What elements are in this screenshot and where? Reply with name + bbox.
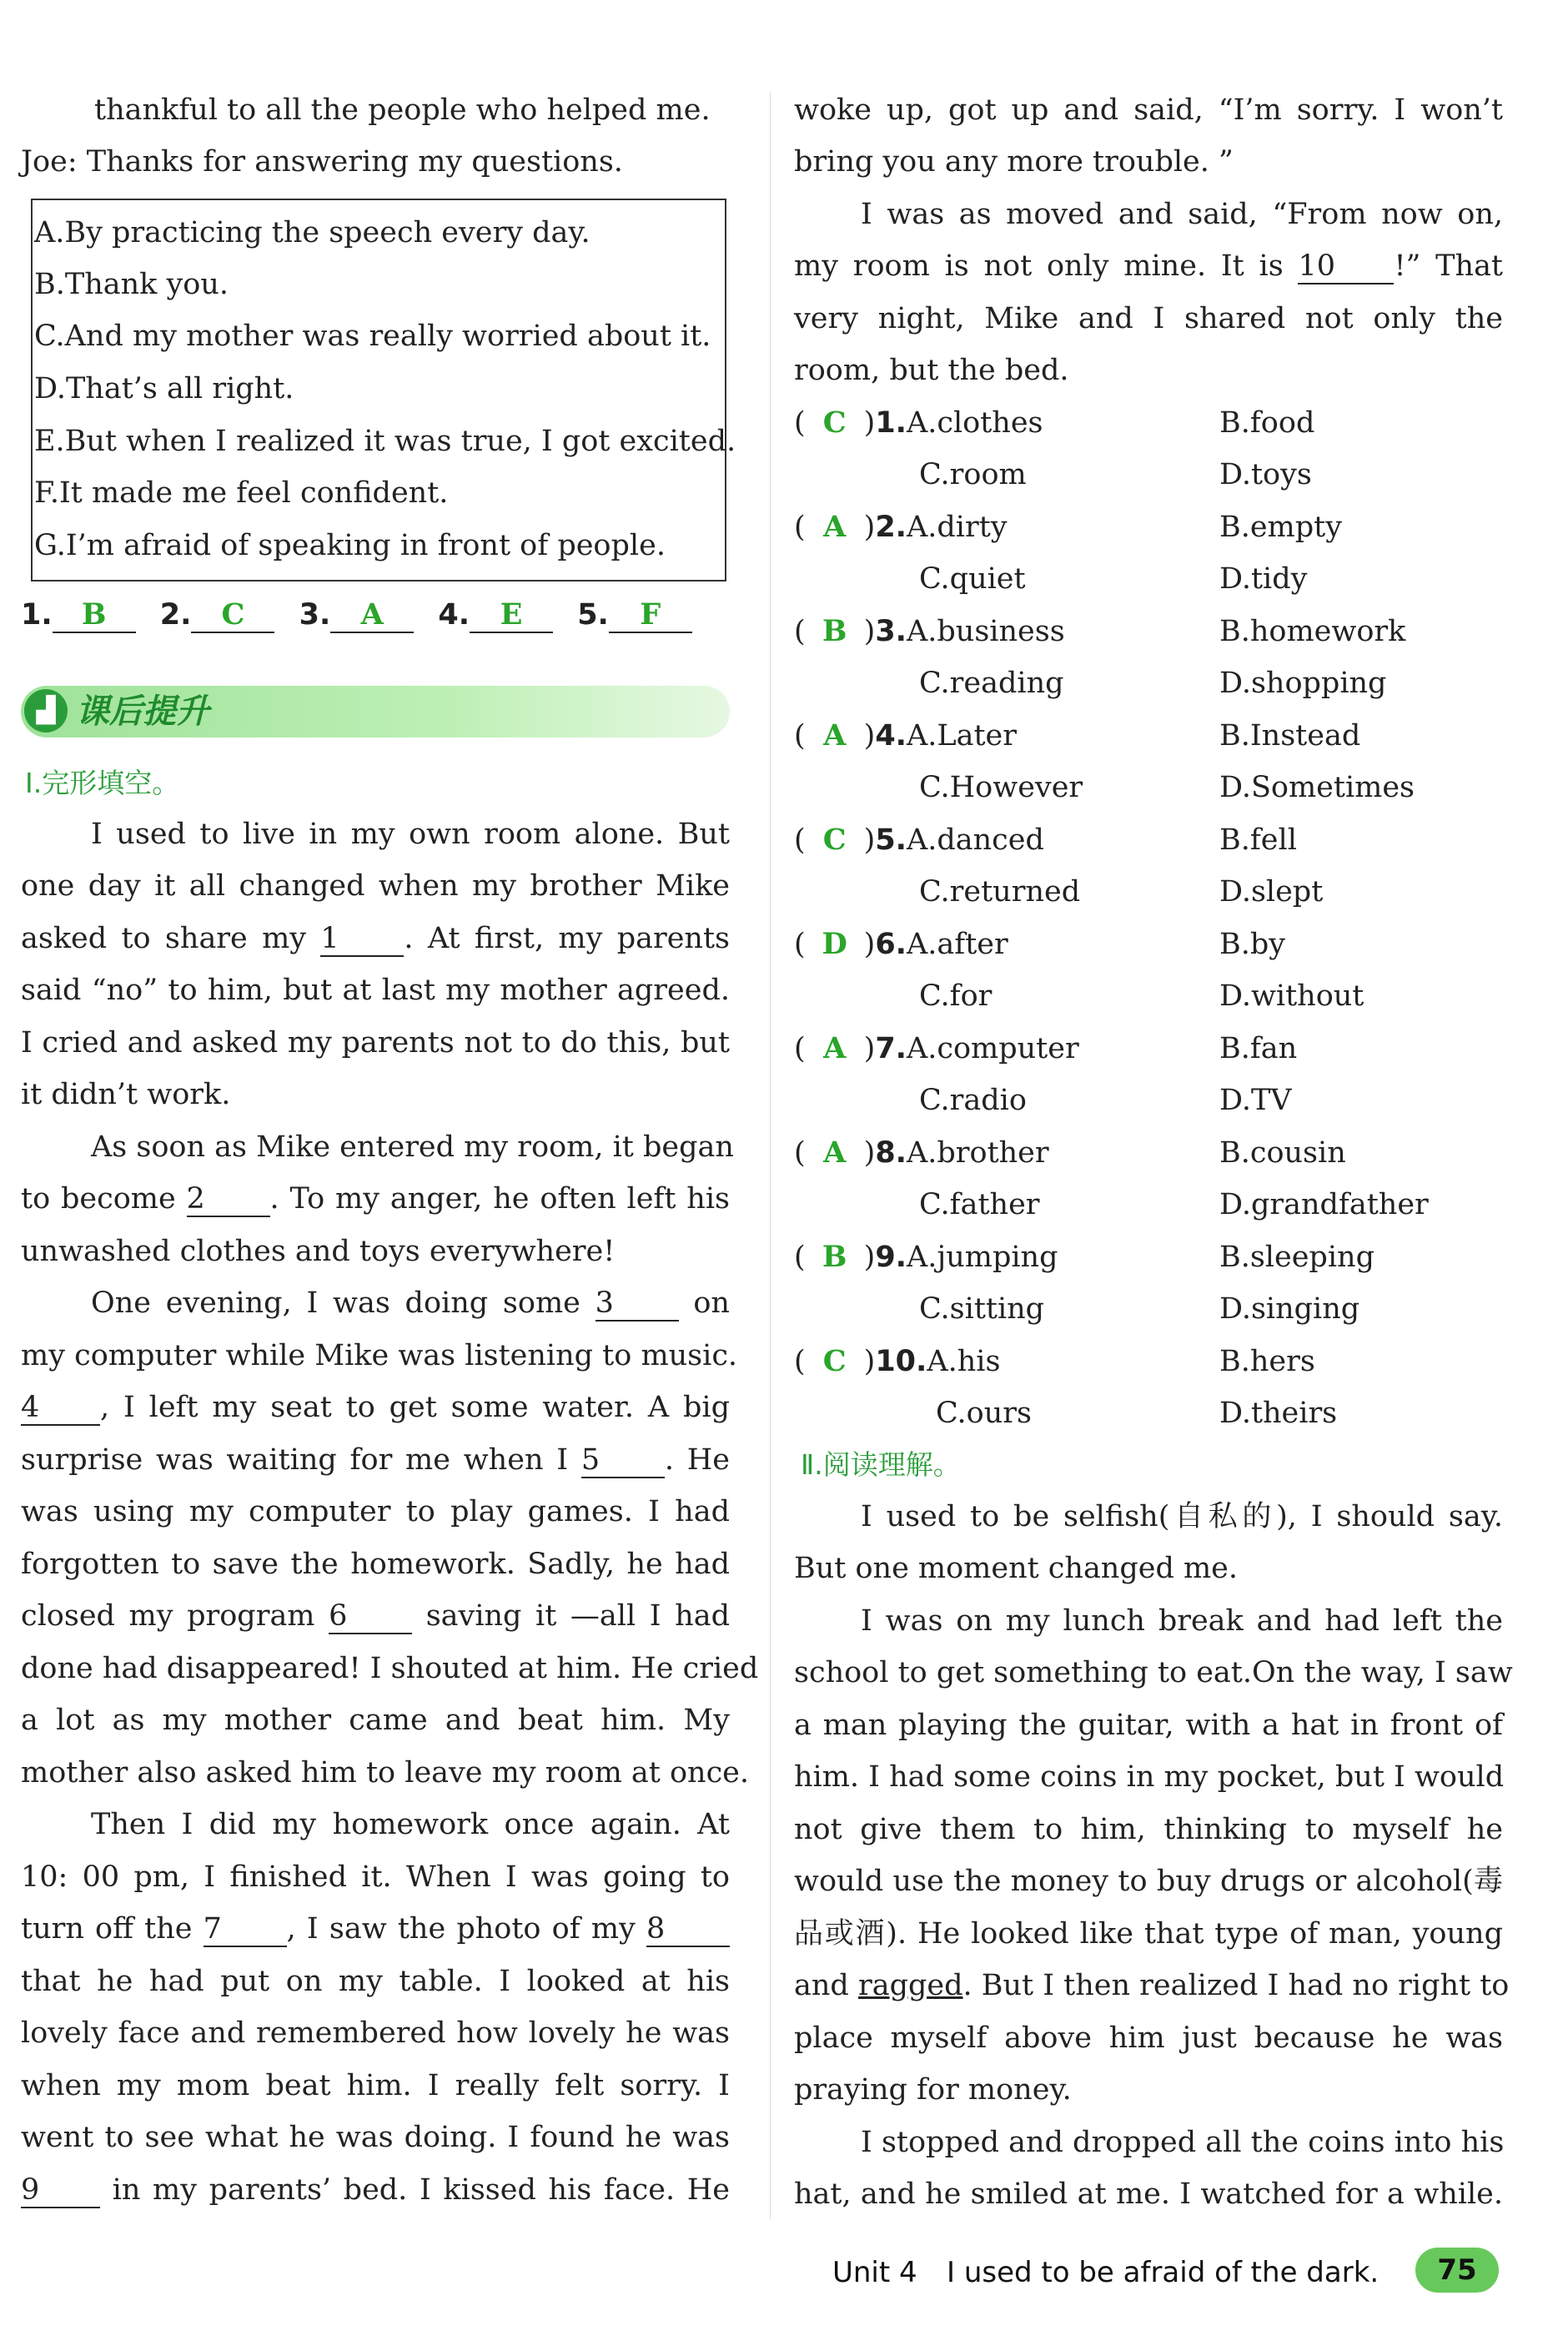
paren-close: ) bbox=[863, 928, 876, 961]
reading-text: . But I then realized I had no right to bbox=[962, 1969, 1510, 2002]
option-a: A.dirty bbox=[906, 511, 1008, 544]
question-answer: C bbox=[822, 823, 847, 857]
option-item: C.And my mother was really worried about it. bbox=[34, 320, 711, 353]
passage-line bbox=[21, 1909, 730, 1949]
passage-text: , I left my seat to get some water. A big bbox=[100, 1391, 730, 1424]
reading-line: would use the money to buy drugs or alcohol(毒 bbox=[794, 1865, 1503, 1898]
reading-line: But one moment changed me. bbox=[794, 1552, 1239, 1585]
question-number: 3. bbox=[875, 615, 907, 648]
passage-text: on bbox=[693, 1286, 730, 1320]
reading-line: 品或酒). He looked like that type of man, young bbox=[794, 1917, 1503, 1951]
passage-text: saving it —all I had bbox=[425, 1599, 730, 1633]
dialogue-line: Joe: Thanks for answering my questions. bbox=[21, 145, 623, 179]
paren-close: ) bbox=[863, 823, 876, 857]
question-row bbox=[794, 403, 1043, 443]
paren-open: ( bbox=[794, 719, 806, 753]
option-c: C.radio bbox=[919, 1084, 1027, 1117]
passage-text: . He bbox=[664, 1443, 730, 1477]
reading-line: not give them to him, thinking to myself he bbox=[794, 1813, 1503, 1846]
option-c: C.sitting bbox=[919, 1292, 1045, 1326]
footer-title: I used to be afraid of the dark. bbox=[947, 2256, 1380, 2289]
passage-line: it didn’t work. bbox=[21, 1078, 231, 1111]
section-title: Ⅰ.完形填空。 bbox=[25, 767, 180, 799]
option-d: D.TV bbox=[1219, 1084, 1292, 1117]
passage-text: in my parents’ bed. I kissed his face. He bbox=[112, 2173, 730, 2207]
option-c: C.room bbox=[919, 458, 1027, 491]
option-d: D.tidy bbox=[1219, 562, 1308, 596]
passage-text: asked to share my bbox=[21, 922, 307, 955]
paren-open: ( bbox=[794, 823, 806, 857]
question-row bbox=[794, 612, 1065, 652]
question-number: 1. bbox=[875, 406, 907, 440]
option-a: A.his bbox=[927, 1345, 1001, 1378]
option-c: C.ours bbox=[936, 1397, 1032, 1430]
option-c: C.returned bbox=[919, 875, 1081, 909]
question-answer: B bbox=[822, 1240, 847, 1274]
question-answer: D bbox=[822, 927, 847, 961]
passage-line: done had disappeared! I shouted at him. He cried bbox=[21, 1652, 759, 1685]
paren-close: ) bbox=[863, 719, 876, 753]
option-a: A.business bbox=[906, 615, 1065, 648]
option-a: A.Later bbox=[906, 719, 1017, 753]
paren-close: ) bbox=[863, 1136, 876, 1170]
passage-line bbox=[21, 1596, 730, 1636]
passage-line bbox=[21, 2170, 730, 2210]
passage-line: a lot as my mother came and beat him. My bbox=[21, 1704, 730, 1737]
reading-line: I stopped and dropped all the coins into his bbox=[861, 2126, 1505, 2159]
passage-text: !” That bbox=[1394, 249, 1504, 283]
blank-number: 9 bbox=[21, 2173, 100, 2208]
paren-open: ( bbox=[794, 928, 806, 961]
answer-blank: F bbox=[609, 598, 692, 633]
option-a: A.computer bbox=[906, 1032, 1079, 1065]
question-answer: A bbox=[823, 510, 847, 544]
dialogue-line: thankful to all the people who helped me. bbox=[94, 93, 711, 127]
option-d: D.slept bbox=[1219, 875, 1324, 909]
question-number: 6. bbox=[875, 928, 907, 961]
passage-line: one day it all changed when my brother Mike bbox=[21, 869, 730, 903]
option-c: C.reading bbox=[919, 667, 1064, 700]
option-b: B.hers bbox=[1219, 1345, 1315, 1378]
passage-line: woke up, got up and said, “I’m sorry. I won’t bbox=[794, 93, 1503, 127]
passage-line bbox=[794, 246, 1503, 286]
reading-line: a man playing the guitar, with a hat in front of bbox=[794, 1709, 1503, 1742]
question-row bbox=[794, 507, 1008, 547]
passage-text: One evening, I was doing some bbox=[91, 1286, 580, 1320]
passage-line: unwashed clothes and toys everywhere! bbox=[21, 1235, 616, 1268]
paren-close: ) bbox=[863, 511, 876, 544]
option-a: A.clothes bbox=[906, 406, 1043, 440]
paren-close: ) bbox=[863, 1241, 876, 1274]
option-d: D.theirs bbox=[1219, 1397, 1338, 1430]
reading-line bbox=[794, 1966, 1510, 2006]
question-answer: A bbox=[823, 718, 847, 753]
option-c: C.father bbox=[919, 1188, 1040, 1221]
section-banner bbox=[21, 686, 730, 738]
passage-line: I was as moved and said, “From now on, bbox=[861, 198, 1503, 231]
passage-line: when my mom beat him. I really felt sorry. I bbox=[21, 2069, 730, 2102]
passage-line bbox=[21, 1179, 730, 1219]
paren-open: ( bbox=[794, 1241, 806, 1274]
option-item: A.By practicing the speech every day. bbox=[34, 216, 591, 249]
reading-line: praying for money. bbox=[794, 2073, 1072, 2107]
question-answer: C bbox=[822, 405, 847, 440]
option-item: D.That’s all right. bbox=[34, 372, 294, 405]
option-b: B.fan bbox=[1219, 1032, 1298, 1065]
option-b: B.food bbox=[1219, 406, 1315, 440]
passage-line: mother also asked him to leave my room at once. bbox=[21, 1756, 750, 1790]
reading-line: I used to be selfish(自私的), I should say. bbox=[861, 1500, 1503, 1533]
passage-line: my computer while Mike was listening to music. bbox=[21, 1339, 738, 1372]
passage-line: 10: 00 pm, I finished it. When I was going to bbox=[21, 1860, 730, 1894]
question-answer: C bbox=[822, 1344, 847, 1378]
option-d: D.singing bbox=[1219, 1292, 1360, 1326]
option-a: A.danced bbox=[906, 823, 1044, 857]
passage-text: my room is not only mine. It is bbox=[794, 249, 1284, 283]
passage-text: . At first, my parents bbox=[404, 922, 730, 955]
answer-blank: C bbox=[191, 598, 274, 633]
blank-number: 5 bbox=[581, 1443, 665, 1478]
passage-line bbox=[91, 1283, 730, 1323]
paren-open: ( bbox=[794, 615, 806, 648]
passage-line: bring you any more trouble. ” bbox=[794, 145, 1234, 179]
question-answer: A bbox=[823, 1031, 847, 1065]
question-row bbox=[794, 924, 1008, 964]
option-item: F.It made me feel confident. bbox=[34, 476, 449, 510]
question-number: 9. bbox=[875, 1241, 907, 1274]
section-title: Ⅱ.阅读理解。 bbox=[801, 1448, 961, 1481]
option-b: B.by bbox=[1219, 928, 1286, 961]
question-number: 4. bbox=[875, 719, 907, 753]
blank-number: 7 bbox=[204, 1912, 287, 1947]
question-row bbox=[794, 716, 1017, 756]
answer-number: 3. bbox=[299, 598, 331, 632]
passage-line: went to see what he was doing. I found he was bbox=[21, 2121, 730, 2154]
passage-text: surprise was waiting for me when I bbox=[21, 1443, 569, 1477]
question-number: 5. bbox=[875, 823, 907, 857]
option-item: G.I’m afraid of speaking in front of people. bbox=[34, 529, 666, 562]
answer-number: 1. bbox=[21, 598, 53, 632]
option-item: B.Thank you. bbox=[34, 268, 229, 301]
passage-line: that he had put on my table. I looked at his bbox=[21, 1965, 730, 1998]
paren-open: ( bbox=[794, 1032, 806, 1065]
blank-number: 10 bbox=[1298, 249, 1394, 284]
passage-line: said “no” to him, but at last my mother agreed. bbox=[21, 974, 730, 1007]
passage-line: As soon as Mike entered my room, it began bbox=[91, 1130, 734, 1164]
question-row bbox=[794, 1342, 1000, 1382]
page-number: 75 bbox=[1415, 2248, 1499, 2293]
blank-number: 6 bbox=[329, 1599, 412, 1634]
blank-number: 1 bbox=[320, 922, 404, 957]
passage-line bbox=[21, 1440, 730, 1480]
passage-text: , I saw the photo of my bbox=[286, 1912, 636, 1946]
question-answer: A bbox=[823, 1135, 847, 1170]
option-a: A.brother bbox=[906, 1136, 1049, 1170]
option-c: C.However bbox=[919, 771, 1083, 804]
paren-open: ( bbox=[794, 406, 806, 440]
question-row bbox=[794, 1237, 1058, 1277]
paren-close: ) bbox=[863, 406, 876, 440]
question-number: 7. bbox=[875, 1032, 907, 1065]
question-number: 8. bbox=[875, 1136, 907, 1170]
passage-line bbox=[21, 1387, 730, 1427]
option-a: A.after bbox=[906, 928, 1008, 961]
column-divider bbox=[770, 92, 771, 2219]
passage-text: turn off the bbox=[21, 1912, 193, 1946]
question-number: 10. bbox=[875, 1345, 927, 1378]
passage-text: to become bbox=[21, 1182, 176, 1216]
option-b: B.fell bbox=[1219, 823, 1297, 857]
passage-line: I cried and asked my parents not to do this, but bbox=[21, 1026, 730, 1060]
option-b: B.homework bbox=[1219, 615, 1406, 648]
answer-blank: A bbox=[330, 598, 414, 633]
reading-line: hat, and he smiled at me. I watched for a while. bbox=[794, 2177, 1503, 2211]
option-d: D.Sometimes bbox=[1219, 771, 1415, 804]
option-b: B.sleeping bbox=[1219, 1241, 1375, 1274]
paren-close: ) bbox=[863, 1032, 876, 1065]
passage-text: closed my program bbox=[21, 1599, 315, 1633]
passage-line bbox=[21, 919, 730, 959]
answer-number: 2. bbox=[159, 598, 192, 632]
option-a: A.jumping bbox=[906, 1241, 1058, 1274]
answer-blank: B bbox=[53, 598, 136, 633]
question-row bbox=[794, 1133, 1049, 1173]
answer-number: 4. bbox=[438, 598, 470, 632]
reading-line: place myself above him just because he was bbox=[794, 2021, 1503, 2055]
reading-line: I was on my lunch break and had left the bbox=[861, 1604, 1503, 1638]
passage-line: forgotten to save the homework. Sadly, he had bbox=[21, 1548, 730, 1581]
option-b: B.empty bbox=[1219, 511, 1342, 544]
footer-unit: Unit 4 bbox=[832, 2256, 917, 2289]
option-c: C.for bbox=[919, 979, 993, 1013]
bar-chart-icon: ▟ bbox=[24, 689, 68, 733]
passage-line: I used to live in my own room alone. But bbox=[91, 818, 730, 851]
answer-blank: E bbox=[470, 598, 553, 633]
question-number: 2. bbox=[875, 511, 907, 544]
passage-line: was using my computer to play games. I had bbox=[21, 1495, 730, 1528]
paren-open: ( bbox=[794, 1136, 806, 1170]
answer-number: 5. bbox=[577, 598, 609, 632]
passage-text: . To my anger, he often left his bbox=[269, 1182, 730, 1216]
option-b: B.Instead bbox=[1219, 719, 1361, 753]
blank-number: 4 bbox=[21, 1391, 100, 1426]
option-d: D.shopping bbox=[1219, 667, 1387, 700]
option-d: D.grandfather bbox=[1219, 1188, 1429, 1221]
underlined-word: ragged bbox=[857, 1969, 963, 2002]
passage-line: lovely face and remembered how lovely he was bbox=[21, 2016, 730, 2050]
blank-number: 8 bbox=[646, 1912, 730, 1947]
answer-row bbox=[21, 595, 692, 635]
question-row bbox=[794, 820, 1044, 860]
option-c: C.quiet bbox=[919, 562, 1026, 596]
option-d: D.toys bbox=[1219, 458, 1312, 491]
reading-text: and bbox=[794, 1969, 849, 2002]
paren-open: ( bbox=[794, 1345, 806, 1378]
option-d: D.without bbox=[1219, 979, 1364, 1013]
reading-line: school to get something to eat.On the way, I saw bbox=[794, 1656, 1513, 1689]
paren-close: ) bbox=[863, 615, 876, 648]
question-answer: B bbox=[822, 614, 847, 648]
option-b: B.cousin bbox=[1219, 1136, 1346, 1170]
banner-title: 课后提升 bbox=[76, 692, 209, 731]
passage-line: Then I did my homework once again. At bbox=[91, 1808, 730, 1841]
reading-line: him. I had some coins in my pocket, but I would bbox=[794, 1760, 1505, 1794]
paren-close: ) bbox=[863, 1345, 876, 1378]
paren-open: ( bbox=[794, 511, 806, 544]
passage-line: room, but the bed. bbox=[794, 354, 1069, 387]
option-item: E.But when I realized it was true, I got excited. bbox=[34, 425, 736, 458]
passage-line: very night, Mike and I shared not only the bbox=[794, 302, 1503, 335]
question-row bbox=[794, 1029, 1079, 1069]
blank-number: 3 bbox=[596, 1286, 679, 1322]
blank-number: 2 bbox=[187, 1182, 270, 1217]
